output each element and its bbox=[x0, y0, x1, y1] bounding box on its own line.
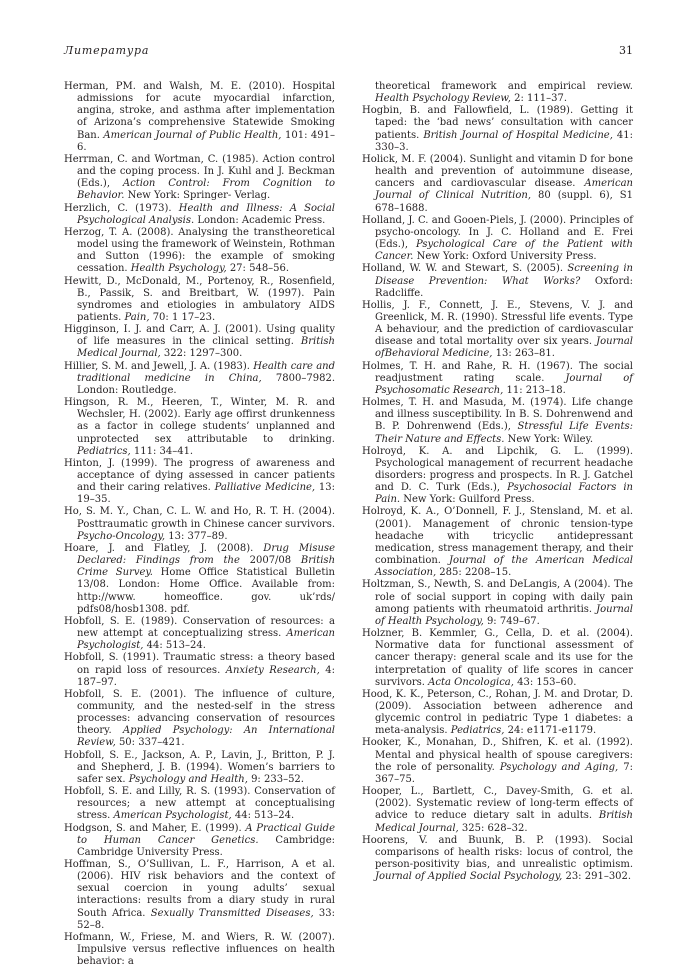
reference-text: Herman, PM. and Walsh, M. E. (2010). Hospital admissions for acute myocardial infarction, angina, stroke, and asthma after implementation of Arizona’s comprehensive Statewide Smoking Ban. bbox=[64, 81, 335, 141]
reference-text: Ho, S. M. Y., Chan, C. L. W. and Ho, R. T. H. (2004). Posttraumatic growth in Chinese cancer survivors. bbox=[64, 506, 335, 530]
reference-source-title: Drug Misuse Declared: Findings from the bbox=[77, 542, 335, 567]
reference-text: Hobfoll, S. (1991). Traumatic stress: a theory based on rapid loss of resources. bbox=[64, 652, 335, 676]
reference-source-title: British Crime Survey. bbox=[77, 555, 336, 579]
reference-text: 13: 263–81. bbox=[492, 348, 555, 360]
reference-source-title: American Journal of Public Health, bbox=[103, 129, 282, 141]
reference-text: 9: 233–52. bbox=[247, 773, 304, 785]
reference-text: Holland, J. C. and Gooen-Piels, J. (2000). Principles of psycho-oncology. In J. C. Holland and E. Frei (Eds.), bbox=[362, 214, 633, 251]
reference-entry bbox=[64, 616, 335, 652]
reference-entry bbox=[64, 786, 335, 822]
reference-entry bbox=[64, 506, 335, 542]
reference-text: 50: 337–421. bbox=[115, 737, 185, 749]
reference-source-title: British Medical Journal, bbox=[77, 336, 335, 360]
reference-text: Hood, K. K., Peterson, C., Rohan, J. M. and Drotar, D. (2009). Association between adherence and glycemic control in pediatric Type 1 diabetes: a meta-analysis. bbox=[362, 688, 633, 737]
reference-source-title: Screening in Disease Prevention: What Works? bbox=[375, 263, 633, 287]
reference-text: Hodgson, S. and Maher, E. (1999). bbox=[64, 822, 246, 834]
reference-entry bbox=[64, 203, 335, 227]
reference-text: 13: 19–35. bbox=[77, 482, 335, 506]
reference-text: 285: 2208–15. bbox=[436, 567, 512, 579]
reference-text: Hoorens, V. and Buunk, B. P. (1993). Social comparisons of health risks: locus of control, the person-positivity bias, and unrealistic optimism. bbox=[362, 834, 633, 870]
reference-text: Holroyd, K. A. and Lipchik, G. L. (1999). Psychological management of recurrent headache disorders: progress and prospects. In R. J. Gatchel and D. C. Turk (Eds.), bbox=[362, 445, 633, 494]
reference-text: 23: 291–302. bbox=[562, 871, 632, 883]
reference-source-title: Acta Oncologica, bbox=[428, 676, 514, 688]
reference-entry bbox=[362, 689, 633, 738]
reference-text: 11: 213–18. bbox=[503, 384, 566, 396]
reference-text: Holick, M. F. (2004). Sunlight and vitamin D for bone health and prevention of autoimmune disease, cancers and cardiovascular disease. bbox=[362, 153, 633, 190]
reference-entry bbox=[64, 397, 335, 458]
reference-text: Hewitt, D., McDonald, M., Portenoy, R., Rosenfield, B., Passik, S. and Breitbart, W. (1997). Pain syndromes and etiologies in ambulatory AIDS patients. bbox=[64, 275, 335, 323]
reference-text: 43: 153–60. bbox=[513, 676, 577, 688]
reference-entry bbox=[362, 446, 633, 507]
reference-source-title: Palliative Medicine, bbox=[214, 482, 316, 494]
reference-entry bbox=[362, 105, 633, 154]
reference-source-title: Action Control: From Cognition to Behavior. bbox=[77, 178, 336, 202]
reference-text: Hinton, J. (1999). The progress of awareness and acceptance of dying assessed in cancer patients and their caring relatives. bbox=[64, 457, 335, 494]
reference-text: Holtzman, S., Newth, S. and DeLangis, A (2004). The role of social support in coping with daily pain among patients with rheumatoid arthritis. bbox=[362, 579, 633, 615]
reference-text: New York: Wiley. bbox=[504, 433, 594, 445]
reference-source-title: Health Psychology Review, bbox=[375, 93, 511, 105]
reference-text: Holroyd, K. A., O’Donnell, F. J., Stensland, M. et al. (2001). Management of chronic tension-type headache with tricyclic antidepressant medication, stress management therapy, and their combination. bbox=[362, 506, 633, 567]
reference-entry bbox=[362, 579, 633, 628]
reference-text: 13: 377–89. bbox=[165, 530, 228, 542]
reference-text: Holzner, B. Kemmler, G., Cella, D. et al. (2004). Normative data for functional assessment of cancer therapy: general scale and its use for the interpretation of quality of life scores in cancer survivors. bbox=[362, 628, 633, 688]
reference-source-title: A Practical Guide to Human Cancer Genetics. bbox=[77, 822, 335, 846]
reference-text: 70: 1 17–23. bbox=[149, 311, 216, 323]
reference-text: theoretical framework and empirical review. bbox=[375, 81, 633, 92]
reference-source-title: Applied Psychology: An International Review, bbox=[77, 725, 336, 749]
reference-text: 7: 367–75. bbox=[375, 761, 633, 785]
reference-source-title: Pediatrics, bbox=[450, 725, 505, 737]
reference-entry bbox=[362, 215, 633, 264]
reference-entry bbox=[64, 276, 335, 325]
reference-entry bbox=[64, 458, 335, 507]
reference-source-title: Pediatrics, bbox=[77, 445, 131, 457]
reference-text: 80 (suppl. 6), S1 678–1688. bbox=[375, 190, 634, 214]
left-reference-column bbox=[64, 81, 335, 968]
reference-source-title: Anxiety Research, bbox=[225, 664, 320, 676]
reference-text: Hollis, J. F., Connett, J. E., Stevens, V. J. and Greenlick, M. R. (1990). Stressful life events. Type A behaviour, and the prediction of cardiovascular disease and total mortality over six years. bbox=[362, 299, 633, 348]
reference-source-title: British Journal of Hospital Medicine, bbox=[423, 129, 613, 141]
reference-text: 9: 749–67. bbox=[483, 615, 540, 627]
reference-text: Hingson, R. M., Heeren, T., Winter, M. R. and Wechsler, H. (2002). Early age offirst drunkenness as a factor in college students’ unplanned and unprotected sex attributable to drinking. bbox=[64, 397, 335, 445]
reference-entry bbox=[362, 154, 633, 215]
reference-source-title: Psychosocial Factors in Pain. bbox=[375, 482, 633, 506]
reference-text: New York: Springer- Verlag. bbox=[124, 190, 271, 202]
reference-text: Holmes, T. H. and Masuda, M. (1974). Life change and illness susceptibility. In B. S. Dohrenwend and B. P. Dohrenwend (Eds.), bbox=[362, 397, 633, 433]
reference-entry bbox=[362, 397, 633, 446]
reference-source-title: Sexually Transmitted Diseases, bbox=[150, 907, 314, 919]
reference-source-title: Journal of the American Medical Association, bbox=[375, 555, 633, 579]
reference-text: Hooker, K., Monahan, D., Shifren, K. et al. (1992). Mental and physical health of spouse caregivers: the role of personality. bbox=[362, 737, 633, 773]
reference-text: 24: e1171-e1179. bbox=[504, 725, 597, 737]
reference-text: 2: 111–37. bbox=[510, 93, 568, 105]
reference-text: Home Office Statistical Bulletin 13/08. London: Home Office. Available from: http://www. homeoffice. gov. uk’rds/ pdfs08/hosb1308. pdf. bbox=[77, 567, 335, 615]
reference-entry bbox=[64, 81, 335, 154]
reference-text: Herrman, C. and Wortman, C. (1985). Action control and the coping process. In J. Kuhl and J. Beckman (Eds.), bbox=[64, 153, 335, 190]
reference-text: Hofmann, W., Friese, M. and Wiers, R. W. (2007). Impulsive versus reflective influences on health behavior: a bbox=[64, 931, 335, 968]
reference-text: New York: Guilford Press. bbox=[400, 494, 535, 506]
reference-text: 101: 491–6. bbox=[77, 129, 335, 153]
reference-text: Herzlich, C. (1973). bbox=[64, 202, 179, 214]
reference-source-title: Journal ofBehavioral Medicine, bbox=[375, 336, 633, 360]
reference-entry bbox=[64, 543, 335, 616]
reference-entry bbox=[362, 361, 633, 397]
reference-text: Hobfoll, S. E., Jackson, A. P., Lavin, J., Britton, P. J. and Shepherd, J. B. (1994). Women’s barriers to safer sex. bbox=[64, 749, 335, 785]
reference-source-title: Stressful Life Events: Their Nature and Effects. bbox=[375, 421, 633, 445]
reference-entry bbox=[362, 300, 633, 361]
reference-entry-continuation bbox=[362, 81, 633, 105]
reference-entry bbox=[362, 786, 633, 835]
reference-text: Hillier, S. M. and Jewell, J. A. (1983). bbox=[64, 360, 254, 372]
reference-text: Hooper, L., Bartlett, C., Davey-Smith, G. et al. (2002). Systematic review of long-term effects of advice to reduce dietary salt in adults. bbox=[362, 786, 633, 822]
reference-text: 325: 628–32. bbox=[458, 822, 528, 834]
reference-text: 44: 513–24. bbox=[143, 640, 206, 652]
reference-entry bbox=[64, 859, 335, 932]
reference-source-title: Journal of Health Psychology, bbox=[375, 603, 633, 627]
running-section-title: Литература bbox=[64, 44, 150, 57]
reference-text: 2007/08 bbox=[239, 555, 301, 567]
reference-text: 322: 1297–300. bbox=[160, 348, 243, 360]
reference-entry bbox=[362, 628, 633, 689]
reference-text: Holland, W. W. and Stewart, S. (2005). bbox=[362, 263, 568, 275]
reference-text: Cambridge: Cambridge University Press. bbox=[77, 834, 335, 858]
reference-entry bbox=[362, 737, 633, 786]
reference-text: Hobfoll, S. E. (1989). Conservation of resources: a new attempt at conceptualizing stress. bbox=[64, 615, 335, 640]
reference-source-title: Journal of Applied Social Psychology, bbox=[375, 871, 563, 883]
reference-source-title: Journal of Psychosomatic Research, bbox=[375, 372, 633, 396]
reference-entry bbox=[64, 361, 335, 397]
reference-entry bbox=[64, 227, 335, 276]
reference-entry bbox=[362, 835, 633, 884]
reference-source-title: Psychology and Health, bbox=[128, 773, 248, 785]
reference-source-title: American Psychologist, bbox=[77, 628, 335, 652]
reference-entry bbox=[64, 932, 335, 968]
reference-text: 111: 34–41. bbox=[130, 445, 194, 457]
reference-source-title: Pain, bbox=[124, 311, 150, 323]
reference-text: 44: 513–24. bbox=[231, 810, 295, 822]
reference-text: London: Academic Press. bbox=[194, 214, 326, 226]
reference-text: 7800–7982. London: Routledge. bbox=[77, 372, 335, 396]
reference-text: Hobfoll, S. E. (2001). The influence of culture, community, and the nested-self in the stress processes: advancing conservation of resources theory. bbox=[64, 688, 335, 737]
reference-entry bbox=[64, 154, 335, 203]
reference-text: Holmes, T. H. and Rahe, R. H. (1967). The social readjustment rating scale. bbox=[362, 360, 633, 384]
reference-text: Higginson, I. J. and Carr, A. J. (2001). Using quality of life measures in the clinical setting. bbox=[64, 324, 335, 348]
reference-text: Herzog, T. A. (2008). Analysing the transtheoretical model using the framework of Weinstein, Rothman and Sutton (1996): the example of smoking cessation. bbox=[64, 226, 335, 275]
reference-source-title: Psychological Care of the Patient with Cancer. bbox=[375, 239, 633, 263]
reference-source-title: Health Psychology, bbox=[130, 263, 227, 275]
reference-text: Hobfoll, S. E. and Lilly, R. S. (1993). Conservation of resources; a new attempt at conceptualising stress. bbox=[64, 786, 335, 822]
reference-text: 4: 187–97. bbox=[77, 664, 335, 688]
reference-entry bbox=[64, 689, 335, 750]
reference-source-title: Health and Illness: A Social Psychological Analysis. bbox=[77, 202, 335, 226]
reference-source-title: Psychology and Aging, bbox=[499, 761, 619, 773]
reference-entry bbox=[64, 823, 335, 859]
page-number: 31 bbox=[619, 44, 633, 57]
reference-text: Oxford: Radcliffe. bbox=[375, 275, 633, 299]
reference-text: Hogbin, B. and Fallowfield, L. (1989). Getting it taped: the ‘bad news’ consultation with cancer patients. bbox=[362, 105, 633, 141]
reference-source-title: American Psychologist, bbox=[113, 810, 232, 822]
reference-entry bbox=[64, 750, 335, 786]
reference-text: 33: 52–8. bbox=[77, 907, 335, 931]
reference-source-title: American Journal of Clinical Nutrition, bbox=[375, 178, 633, 202]
reference-entry bbox=[64, 324, 335, 360]
reference-source-title: Psycho-Oncology, bbox=[77, 530, 166, 542]
reference-source-title: Health care and traditional medicine in China, bbox=[77, 360, 335, 384]
reference-text: Hoare, J. and Flatley, J. (2008). bbox=[64, 542, 264, 554]
reference-text: 41: 330–3. bbox=[375, 129, 633, 153]
reference-entry bbox=[362, 263, 633, 299]
reference-entry bbox=[64, 652, 335, 688]
reference-entry bbox=[362, 506, 633, 579]
right-reference-column bbox=[362, 81, 633, 883]
reference-text: 27: 548–56. bbox=[226, 263, 290, 275]
reference-source-title: British Medical Journal, bbox=[375, 810, 633, 834]
reference-text: Hoffman, S., O’Sullivan, L. F., Harrison, A et al. (2006). HIV risk behaviors and the context of sexual coercion in young adults’ sexual interactions: results from a diary study in rural South Africa. bbox=[64, 859, 335, 919]
reference-text: New York: Oxford University Press. bbox=[413, 251, 597, 263]
